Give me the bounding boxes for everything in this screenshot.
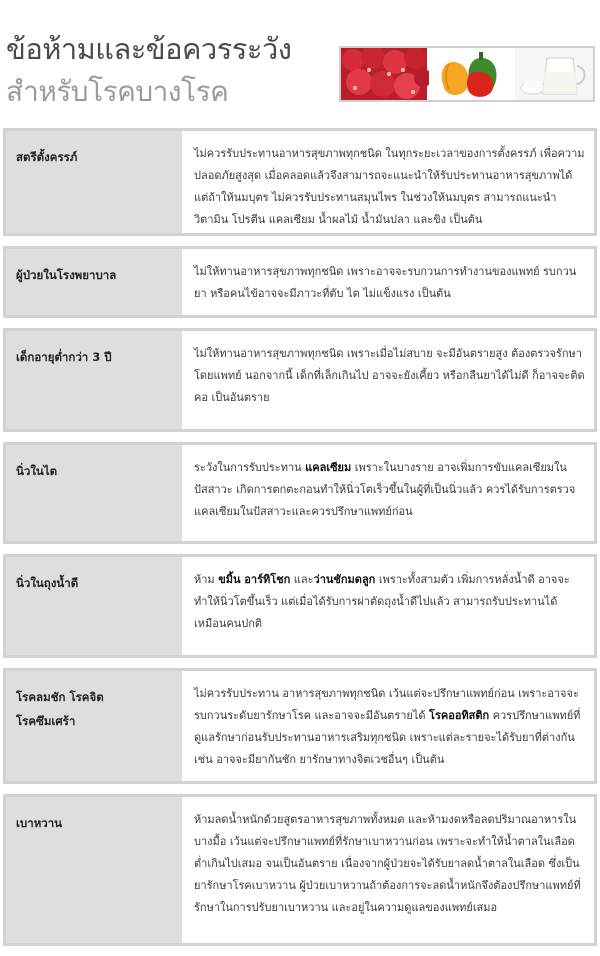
food-photo-strip bbox=[339, 46, 595, 102]
page-title: ข้อห้ามและข้อควรระวัง bbox=[6, 32, 292, 66]
row-description: ไม่ให้ทานอาหารสุขภาพทุกชนิด เพราะเมื่อไม่สบาย จะมีอันตรายสูง ต้องตรวจรักษาโดยแพทย์ นอกจากนี้ เด็กที่เล็กเกินไป อาจจะยังเคี้ยว หรือกลืนยาได้ไม่ดี ก็อาจจะติดคอ เป็นอันตราย bbox=[194, 347, 585, 404]
bell-pepper-image bbox=[429, 48, 513, 100]
strawberry-image bbox=[341, 48, 432, 100]
row-label: เด็กอายุต่ำกว่า 3 ปี bbox=[6, 331, 182, 429]
row-description: ระวังในการรับประทาน แคลเซียม เพราะในบางราย อาจเพิ่มการขับแคลเซียมในปัสสาวะ เกิดการตกตะกอนทำให้นิ่วโตเร็วขึ้นในผู้ที่เป็นนิ่วแล้ว ควรได้รับการตรวจแคลเซียมในปัสสาวะและควรปรึกษาแพทย์ก่อน bbox=[194, 461, 576, 518]
page-subtitle: สำหรับโรคบางโรค bbox=[6, 75, 229, 108]
row-description: ห้าม ขมิ้น อาร์ทิโชก และว่านชักมดลูก เพราะทั้งสามตัว เพิ่มการหลั่งน้ำดี อาจจะทำให้นิ่วโตขึ้นเร็ว แต่เมื่อได้รับการผ่าตัดถุงน้ำดีไปแล้ว สามารถรับประทานได้เหมือนคนปกติ bbox=[194, 573, 570, 630]
row-description: ไม่ควรรับประทานอาหารสุขภาพทุกชนิด ในทุกระยะเวลาของการตั้งครรภ์ เพื่อความปลอดภัยสูงสุด เมื่อคลอดแล้วจึงสามารถจะแนะนำให้รับประทานอาหารสุขภาพได้ แต่ถ้าให้นมบุตร ไม่ควรรับประทานสมุนไพร ในช่วงให้นมบุตร สามารถแนะนำ วิตามิน โปรตีน แคลเซียม น้ำผลไม้ น้ำมันปลา และขิง เป็นต้น bbox=[194, 147, 585, 226]
row-description: ไม่ให้ทานอาหารสุขภาพทุกชนิด เพราะอาจจะรบกวนการทำงานของแพทย์ รบกวนยา หรือคนไข้อาจจะมีภาวะที่ตับ ไต ไม่แข็งแรง เป็นต้น bbox=[194, 265, 577, 300]
table-row-kidney-stones bbox=[3, 442, 597, 544]
table-row-epilepsy-psychiatric bbox=[3, 668, 597, 784]
row-label: นิ่วในไต bbox=[6, 445, 182, 541]
row-label: โรคลมชัก โรคจิต โรคซึมเศร้า bbox=[6, 671, 182, 781]
row-label: เบาหวาน bbox=[6, 797, 182, 943]
table-row-gallstones bbox=[3, 554, 597, 658]
milk-jug-image bbox=[515, 48, 593, 100]
row-label: ผู้ป่วยในโรงพยาบาล bbox=[6, 249, 182, 315]
table-row-pregnant bbox=[3, 128, 597, 236]
condition-table bbox=[3, 128, 597, 956]
row-label: นิ่วในถุงน้ำดี bbox=[6, 557, 182, 655]
header bbox=[0, 0, 600, 120]
food-photos bbox=[341, 48, 593, 100]
row-description: ไม่ควรรับประทาน อาหารสุขภาพทุกชนิด เว้นแต่จะปรึกษาแพทย์ก่อน เพราะอาจจะรบกวนระดับยารักษาโรค และอาจจะมีอันตรายได้ โรคออทิสติก ควรปรึกษาแพทย์ที่ดูแลรักษาก่อนรับประทานอาหารเสริมทุกชนิด เพราะแต่ละรายจะได้รับยาที่ต่างกัน เช่น อาจจะมียากันชัก ยารักษาทางจิตเวชอื่นๆ เป็นต้น bbox=[194, 687, 581, 766]
table-row-hospital-patient bbox=[3, 246, 597, 318]
table-row-diabetes bbox=[3, 794, 597, 946]
row-label: สตรีตั้งครรภ์ bbox=[6, 131, 182, 233]
row-description: ห้ามลดน้ำหนักด้วยสูตรอาหารสุขภาพทั้งหมด และห้ามงดหรือลดปริมาณอาหารในบางมื้อ เว้นแต่จะปรึกษาแพทย์ที่รักษาเบาหวานก่อน เพราะจะทำให้น้ำตาลในเลือดต่ำเกินไปเสมอ จนเป็นอันตราย เนื่องจากผู้ป่วยจะได้รับยาลดน้ำตาลในเลือด ซึ่งเป็นยารักษาโรคเบาหวาน ผู้ป่วยเบาหวานถ้าต้องการจะลดน้ำหนักจึงต้องปรึกษาแพทย์ที่รักษาในการปรับยาเบาหวาน และอยู่ในความดูแลของแพทย์เสมอ bbox=[194, 813, 581, 914]
table-row-child-under-3 bbox=[3, 328, 597, 432]
